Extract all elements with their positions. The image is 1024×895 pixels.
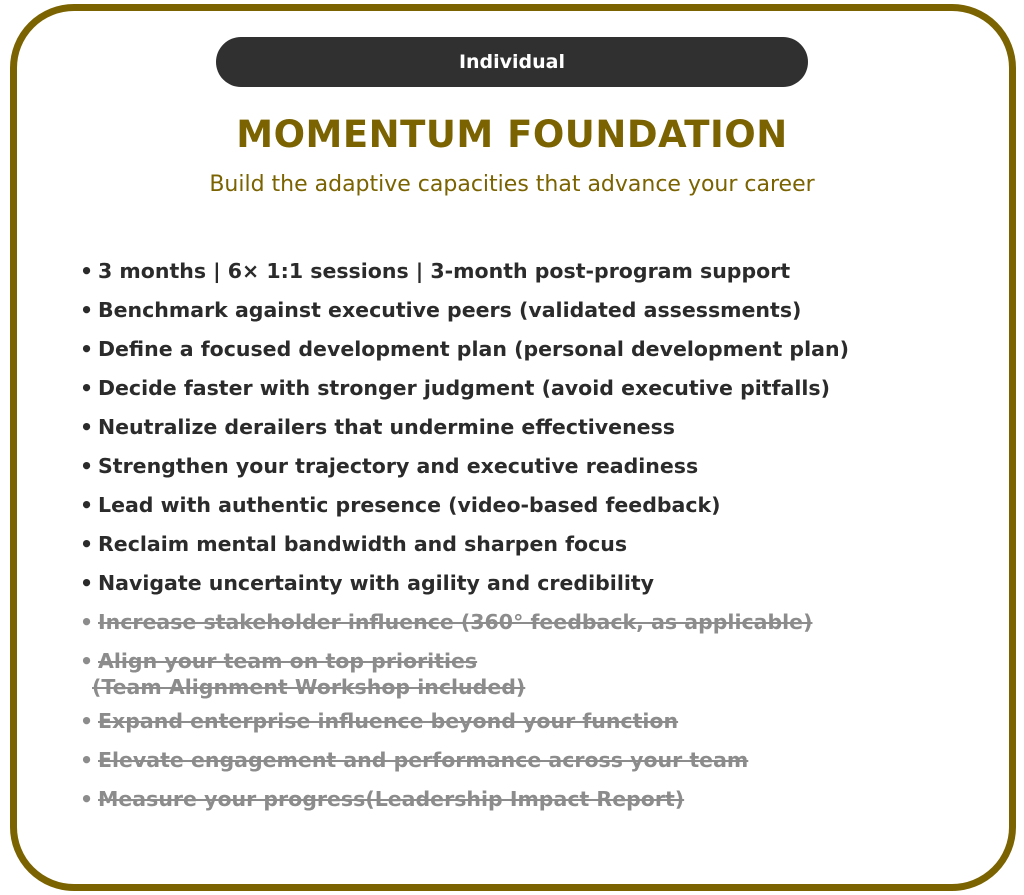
feature-item-included	[80, 252, 960, 291]
feature-list	[80, 252, 960, 819]
bullet-icon: •	[80, 337, 94, 361]
feature-text: Strengthen your trajectory and executive readiness	[98, 454, 699, 478]
feature-item-excluded	[80, 702, 960, 741]
feature-text: Navigate uncertainty with agility and credibility	[98, 571, 655, 595]
feature-text: Reclaim mental bandwidth and sharpen focus	[98, 532, 628, 556]
bullet-icon: •	[80, 748, 94, 772]
bullet-icon: •	[80, 259, 94, 283]
feature-item-included	[80, 564, 960, 603]
feature-text: Benchmark against executive peers (validated assessments)	[98, 298, 802, 322]
bullet-icon: •	[80, 787, 94, 811]
feature-item-excluded	[80, 780, 960, 819]
feature-text: Neutralize derailers that undermine effectiveness	[98, 415, 675, 439]
feature-text: Increase stakeholder influence (360° feedback, as applicable)	[98, 610, 813, 634]
feature-text: Elevate engagement and performance across your team	[98, 748, 749, 772]
feature-item-excluded	[80, 741, 960, 780]
bullet-icon: •	[80, 493, 94, 517]
feature-text: Expand enterprise influence beyond your function	[98, 709, 679, 733]
feature-text: Measure your progress(Leadership Impact Report)	[98, 787, 685, 811]
feature-item-included	[80, 408, 960, 447]
plan-title: MOMENTUM FOUNDATION	[236, 113, 788, 156]
feature-item-included	[80, 525, 960, 564]
bullet-icon: •	[80, 454, 94, 478]
feature-item-excluded	[80, 603, 960, 642]
bullet-icon: •	[80, 415, 94, 439]
feature-item-included	[80, 330, 960, 369]
bullet-icon: •	[80, 376, 94, 400]
feature-item-included	[80, 291, 960, 330]
feature-text: Define a focused development plan (personal development plan)	[98, 337, 849, 361]
bullet-icon: •	[80, 298, 94, 322]
feature-text: Decide faster with stronger judgment (avoid executive pitfalls)	[98, 376, 830, 400]
plan-subtitle: Build the adaptive capacities that advance your career	[209, 172, 815, 197]
feature-item-excluded	[80, 642, 960, 702]
feature-text: Lead with authentic presence (video-based feedback)	[98, 493, 721, 517]
feature-item-included	[80, 369, 960, 408]
bullet-icon: •	[80, 649, 94, 673]
feature-item-included	[80, 447, 960, 486]
bullet-icon: •	[80, 532, 94, 556]
feature-text: 3 months | 6× 1:1 sessions | 3-month post-program support	[98, 259, 791, 283]
plan-tier-badge: Individual	[216, 37, 808, 87]
feature-item-included	[80, 486, 960, 525]
bullet-icon: •	[80, 709, 94, 733]
feature-text-continuation: (Team Alignment Workshop included)	[92, 675, 526, 699]
feature-text: Align your team on top priorities	[98, 649, 478, 673]
bullet-icon: •	[80, 610, 94, 634]
bullet-icon: •	[80, 571, 94, 595]
